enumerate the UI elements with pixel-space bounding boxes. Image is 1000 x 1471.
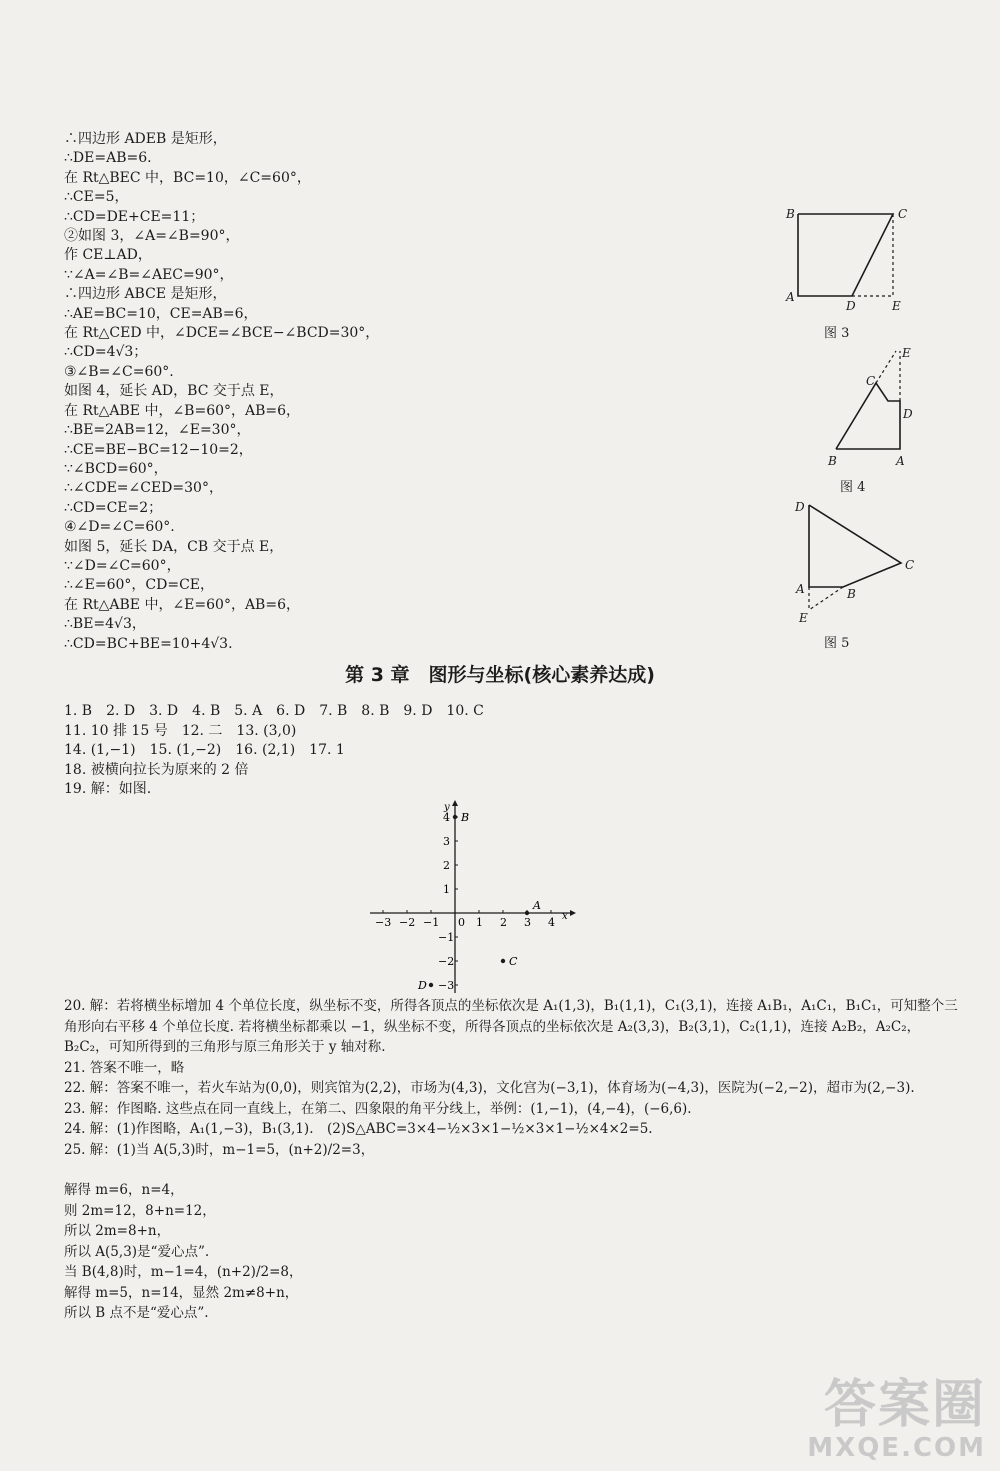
solution-paragraph: 24. 解：(1)作图略，A₁(1,−3)，B₁(3,1). (2)S△ABC=3×4−½×3×1−½×3×1−½×4×2=5. (64, 1121, 653, 1137)
figure-3-caption: 图 3 (824, 326, 850, 341)
solution-paragraph: 23. 解：作图略. 这些点在同一直线上，在第二、四象限的角平分线上，举例：(1,−1)，(4,−4)，(−6,6). (64, 1100, 692, 1117)
proof-line: ∴∠CDE=∠CED=30°， (64, 480, 223, 497)
x-axis-label: x (562, 911, 568, 922)
answer-line: 14. (1,−1) 15. (1,−2) 16. (2,1) 17. 1 (64, 742, 345, 759)
proof-line: 作 CE⊥AD， (64, 247, 152, 264)
watermark (807, 1377, 986, 1463)
point-label: D (418, 979, 427, 992)
solution-line: 解得 m=6，n=4， (64, 1182, 184, 1198)
proof-line: ∴CE=BE−BC=12−10=2， (64, 441, 253, 458)
proof-line: ∴CD=BC+BE=10+4√3. (64, 635, 233, 652)
origin-label: 0 (458, 916, 465, 929)
x-axis-arrow (570, 910, 576, 916)
point-b (453, 815, 457, 819)
solutions-block (64, 996, 964, 1160)
proof-line: ③∠B=∠C=60°. (64, 363, 174, 380)
point-label: B (461, 811, 470, 824)
proof-line: ∴∠E=60°，CD=CE， (64, 577, 215, 594)
watermark-url: MXQE.COM (807, 1433, 986, 1463)
y-tick-label: 2 (443, 859, 450, 872)
fig4-label-d: D (903, 407, 913, 421)
proof-line: 在 Rt△ABE 中，∠E=60°，AB=6， (64, 596, 300, 613)
fig4-label-a: A (896, 454, 905, 468)
solution-line: 所以 B 点不是“爱心点”. (64, 1305, 209, 1321)
answer-line: 1. B 2. D 3. D 4. B 5. A 6. D 7. B 8. B 9. D 10. C (64, 703, 484, 719)
solution-line: 则 2m=12，8+n=12， (64, 1202, 216, 1219)
fig4-label-c: C (866, 374, 876, 388)
watermark-logo-text: 答案圈 (823, 1375, 986, 1435)
answer-line: 19. 解：如图. (64, 781, 152, 798)
y-tick-label: 3 (443, 835, 450, 848)
solution-paragraph: 25. 解：(1)当 A(5,3)时，m−1=5，(n+2)/2=3， (64, 1141, 375, 1158)
chapter-title: 第 3 章 图形与坐标(核心素养达成) (345, 664, 655, 686)
fig5-label-d: D (795, 500, 805, 514)
proof-line: ④∠D=∠C=60°. (64, 519, 175, 536)
point-label: C (509, 955, 518, 968)
figure-5-caption: 图 5 (824, 636, 850, 651)
y-tick-label: −3 (438, 979, 455, 992)
y-tick-label: −1 (438, 931, 455, 944)
proof-line: ∴CE=5， (64, 189, 129, 206)
x-tick-label: 1 (476, 916, 483, 929)
coordinate-plot (360, 798, 590, 998)
point-c (501, 959, 505, 963)
y-tick-label: 1 (443, 883, 450, 896)
y-axis-label: y (444, 802, 450, 813)
figure-4 (820, 345, 930, 470)
x-tick-label: −1 (423, 916, 440, 929)
x-tick-label: −2 (399, 916, 416, 929)
proof-line: ∴AE=BC=10，CE=AB=6， (64, 305, 258, 322)
solution-paragraph: 22. 解：答案不唯一，若火车站为(0,0)，则宾馆为(2,2)，市场为(4,3)，文化宫为(−3,1)，体育场为(−4,3)，医院为(−2,−2)，超市为(2,−3). (64, 1080, 915, 1096)
proof-line: 在 Rt△BEC 中，BC=10，∠C=60°， (64, 169, 311, 186)
point-label: A (533, 899, 541, 912)
proof-text-block (64, 130, 764, 654)
proof-line: 如图 5，延长 DA，CB 交于点 E， (64, 538, 284, 555)
figure-5 (785, 495, 920, 630)
figure-4-caption: 图 4 (840, 480, 866, 495)
fig3-label-b: B (786, 207, 795, 221)
solution-line: 所以 A(5,3)是“爱心点”. (64, 1243, 210, 1260)
fig3-label-c: C (898, 207, 908, 221)
x-tick-label: 4 (548, 916, 555, 929)
solution-line: 当 B(4,8)时，m−1=4，(n+2)/2=8， (64, 1264, 303, 1280)
proof-line: 在 Rt△ABE 中，∠B=60°，AB=6， (64, 402, 301, 419)
proof-line: ∴DE=AB=6. (64, 150, 152, 167)
y-tick-label: 4 (443, 811, 450, 824)
proof-line: 在 Rt△CED 中，∠DCE=∠BCE−∠BCD=30°， (64, 325, 380, 342)
fig5-label-e: E (799, 611, 808, 625)
solution-25-continued (64, 1180, 964, 1324)
answer-line: 11. 10 排 15 号 12. 二 13. (3,0) (64, 722, 297, 739)
proof-line: ∴BE=2AB=12，∠E=30°， (64, 422, 251, 439)
fig5-label-c: C (905, 558, 915, 572)
solution-line: 解得 m=5，n=14，显然 2m≠8+n， (64, 1284, 299, 1301)
fig5-label-a: A (796, 582, 805, 596)
proof-line: 如图 4，延长 AD，BC 交于点 E， (64, 383, 284, 400)
fig3-label-e: E (892, 299, 901, 313)
fig4-label-b: B (828, 454, 837, 468)
fig3-label-a: A (786, 290, 795, 304)
figure-3 (780, 200, 920, 325)
y-axis-arrow (452, 800, 458, 806)
proof-line: ∴四边形 ABCE 是矩形， (64, 286, 227, 303)
proof-line: ∵∠A=∠B=∠AEC=90°， (64, 266, 234, 283)
answer-line: 18. 被横向拉长为原来的 2 倍 (64, 761, 249, 778)
proof-line: ②如图 3，∠A=∠B=90°， (64, 228, 240, 245)
answer-list (64, 702, 944, 800)
proof-line: ∴BE=4√3， (64, 616, 146, 633)
fig3-label-d: D (846, 299, 856, 313)
fig4-label-e: E (902, 346, 911, 360)
x-tick-label: −3 (375, 916, 392, 929)
solution-paragraph: 20. 解：若将横坐标增加 4 个单位长度，纵坐标不变，所得各顶点的坐标依次是 A₁(1,3)，B₁(1,1)，C₁(3,1)，连接 A₁B₁，A₁C₁，B₁C₁，可知整个三角形向右平移 4 个单位长度. 若将横坐标都乘以 −1，纵坐标不变，所得各顶点的坐标依次是 A₂(3,3)，B₂(3,1)，C₂(1,1)，连接 A₂B₂，A₂C₂，B₂C₂，可知所得到的三角形与原三角形关于 y 轴对称. (64, 998, 958, 1055)
proof-line: ∴CD=4√3； (64, 344, 148, 361)
proof-line: ∴CD=CE=2； (64, 499, 163, 516)
proof-line: ∴CD=DE+CE=11； (64, 208, 205, 225)
x-tick-label: 2 (500, 916, 507, 929)
proof-line: ∴四边形 ADEB 是矩形， (64, 131, 227, 147)
y-tick-label: −2 (438, 955, 455, 968)
fig5-label-b: B (847, 587, 856, 601)
point-a (525, 911, 529, 915)
proof-line: ∵∠D=∠C=60°， (64, 557, 181, 574)
x-tick-label: 3 (524, 916, 531, 929)
proof-line: ∵∠BCD=60°， (64, 460, 168, 477)
solution-paragraph: 21. 答案不唯一，略 (64, 1059, 185, 1076)
point-d (429, 983, 433, 987)
solution-line: 所以 2m=8+n， (64, 1223, 171, 1239)
